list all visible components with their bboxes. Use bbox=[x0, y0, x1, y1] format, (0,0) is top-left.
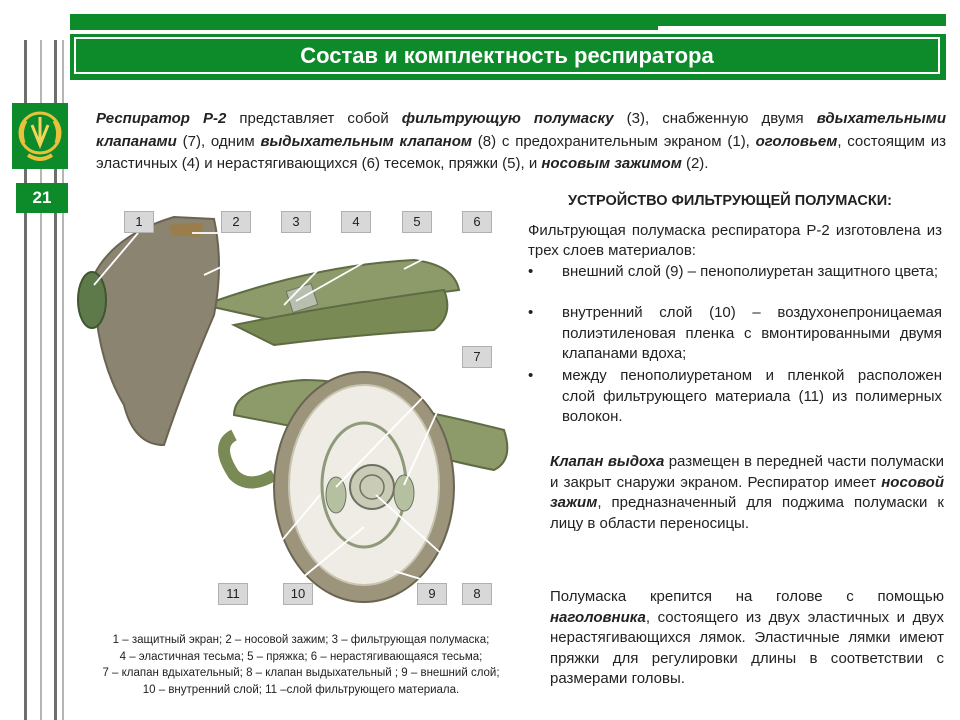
list-item bbox=[528, 262, 942, 304]
callout-5: 5 bbox=[402, 211, 432, 233]
intro-term: выдыхательным клапаном bbox=[260, 132, 473, 150]
valve-paragraph bbox=[550, 452, 944, 534]
bullet-icon: • bbox=[528, 263, 534, 280]
header-rule bbox=[70, 26, 658, 30]
intro-term: оголовьем bbox=[755, 132, 838, 150]
callout-11: 11 bbox=[218, 583, 248, 605]
valve-text: , предназначенный для поджима полумаски к лицу в области переносицы. bbox=[550, 494, 944, 532]
list-item bbox=[528, 366, 942, 428]
inhale-valve-shape bbox=[326, 477, 346, 513]
exhale-valve-shape bbox=[350, 465, 394, 509]
callout-8: 8 bbox=[462, 583, 492, 605]
intro-text: представляет собой bbox=[226, 110, 402, 127]
list-item bbox=[528, 303, 942, 365]
callout-3: 3 bbox=[281, 211, 311, 233]
wreath-emblem-icon bbox=[12, 103, 68, 169]
valve-text: размещен в передней части полумаски и закрыт снаружи экраном. Респиратор имеет bbox=[550, 453, 944, 491]
intro-text: (8) с предохранительным экраном (1), bbox=[472, 132, 756, 150]
callout-4: 4 bbox=[341, 211, 371, 233]
intro-text: (2). bbox=[681, 155, 709, 172]
list-item-text: между пенополиуретаном и пленкой расположен слой фильтрующего материала (11) из полимерных волокон. bbox=[562, 367, 942, 425]
nose-clip-shape bbox=[169, 223, 204, 237]
headgear-text: Полумаска крепится на голове с помощью bbox=[550, 588, 944, 605]
callout-6: 6 bbox=[462, 211, 492, 233]
callout-2: 2 bbox=[221, 211, 251, 233]
intro-paragraph bbox=[96, 108, 946, 176]
list-item-text: внутренний слой (10) – воздухонепроницаемая полиэтиленовая пленка с вмонтированными двумя клапанами вдоха; bbox=[562, 304, 942, 362]
callout-9: 9 bbox=[417, 583, 447, 605]
intro-term: Респиратор Р-2 bbox=[96, 110, 227, 127]
page-title: Состав и комплектность респиратора bbox=[300, 43, 714, 68]
intro-text: (7), одним bbox=[176, 132, 261, 150]
callout-7: 7 bbox=[462, 346, 492, 368]
callout-10: 10 bbox=[283, 583, 313, 605]
respirator-photo bbox=[74, 205, 518, 610]
header-top-band bbox=[70, 14, 946, 26]
valve-term: носовой зажим bbox=[550, 473, 944, 511]
intro-term: фильтрующую полумаску bbox=[401, 110, 614, 127]
bullet-icon: • bbox=[528, 304, 534, 321]
emblem bbox=[12, 103, 68, 169]
callout-1: 1 bbox=[124, 211, 154, 233]
section-title: УСТРОЙСТВО ФИЛЬТРУЮЩЕЙ ПОЛУМАСКИ: bbox=[568, 193, 892, 209]
headgear-text: , состоящего из двух эластичных и двух нерастягивающихся лямок. Эластичные лямки имеют пряжки для регулировки длины в соответствии с размерами головы. bbox=[550, 608, 944, 687]
legend-line: 7 – клапан вдыхательный; 8 – клапан выдыхательный ; 9 – внешний слой; bbox=[102, 667, 500, 679]
legend-line: 10 – внутренний слой; 11 –слой фильтрующего материала. bbox=[142, 683, 460, 696]
figure-legend bbox=[76, 632, 526, 698]
layers-intro: Фильтрующая полумаска респиратора Р-2 изготовлена из трех слоев материалов: bbox=[528, 222, 942, 259]
valve-term: Клапан выдоха bbox=[550, 453, 665, 470]
intro-text: (3), снабженную двумя bbox=[613, 110, 817, 127]
headgear-paragraph bbox=[550, 587, 944, 690]
strap-shape bbox=[224, 435, 274, 483]
legend-line: 4 – эластичная тесьма; 5 – пряжка; 6 – нерастягивающаяся тесьма; bbox=[119, 650, 483, 663]
intro-text: , состоящим из эластичных (4) и нерастягивающихся (6) тесемок, пряжки (5), и bbox=[96, 132, 947, 172]
intro-term: вдыхательными клапанами bbox=[96, 110, 946, 150]
list-item-text: внешний слой (9) – пенополиуретан защитного цвета; bbox=[562, 263, 939, 280]
headgear-term: наголовника bbox=[550, 608, 646, 626]
inhale-valve-shape bbox=[394, 475, 414, 511]
screen-shape bbox=[78, 272, 106, 328]
respirator-illustration bbox=[74, 205, 518, 610]
page-number: 21 bbox=[16, 183, 68, 213]
mask-body-shape bbox=[94, 217, 219, 445]
bullet-icon: • bbox=[528, 367, 534, 384]
intro-term: носовым зажимом bbox=[541, 155, 682, 172]
legend-line: 1 – защитный экран; 2 – носовой зажим; 3 – фильтрующая полумаска; bbox=[112, 634, 490, 646]
